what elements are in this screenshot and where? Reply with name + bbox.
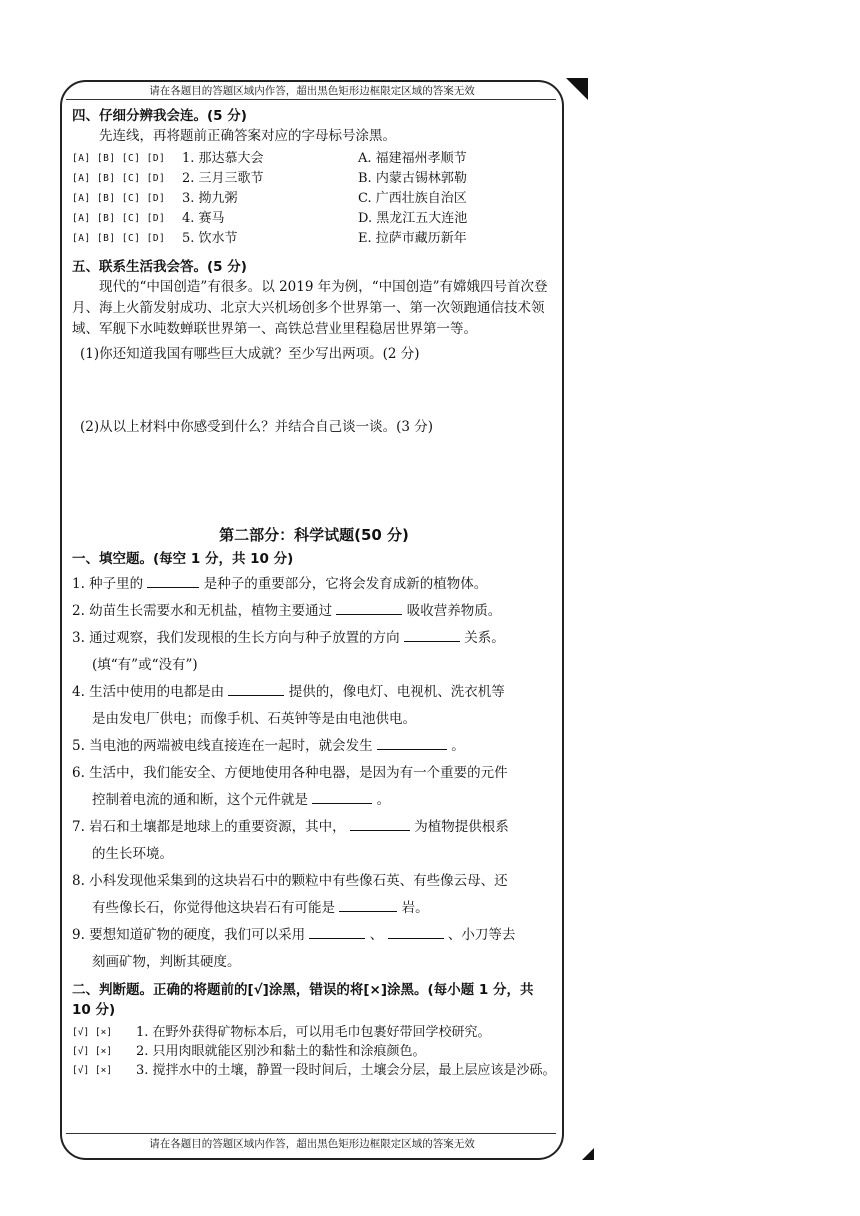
answer-blank[interactable]	[309, 924, 365, 939]
section4-title: 四、仔细分辨我会连。(5 分)	[72, 108, 247, 124]
location-item: E. 拉萨市藏历新年	[358, 231, 467, 246]
answer-blank[interactable]	[339, 897, 397, 912]
festival-item: 1. 那达慕大会	[182, 151, 264, 166]
location-item: A. 福建福州孝顺节	[358, 151, 467, 166]
fill-question-3: 3. 通过观察，我们发现根的生长方向与种子放置的方向 关系。 (填“有”或“没有”)	[72, 625, 556, 679]
festival-item: 2. 三月三歌节	[182, 171, 264, 186]
tf-question-3: [√] [×] 3. 搅拌水中的土壤，静置一段时间后，土壤会分层，最上层应该是沙砾。	[72, 1063, 556, 1078]
fill-question-7: 7. 岩石和土壤都是地球上的重要资源，其中， 为植物提供根系 的生长环境。	[72, 814, 556, 868]
matching-row	[72, 209, 556, 229]
answer-blank[interactable]	[404, 627, 460, 642]
section5-question-1: (1)你还知道我国有哪些巨大成就？至少写出两项。(2 分)	[80, 346, 420, 362]
matching-row	[72, 149, 556, 169]
fill-question-6: 6. 生活中，我们能安全、方便地使用各种电器，是因为有一个重要的元件 控制着电流的通和断，这个元件就是 。	[72, 765, 508, 808]
tf-question-2: [√] [×] 2. 只用肉眼就能区别沙和黏土的黏性和涂痕颜色。	[72, 1044, 426, 1059]
matching-row	[72, 229, 556, 249]
answer-bubbles[interactable]: [A] [B] [C] [D]	[72, 233, 166, 244]
answer-blank[interactable]	[147, 573, 199, 588]
section5-passage: 现代的“中国创造”有很多。以 2019 年为例，“中国创造”有嫦娥四号首次登月、海上火箭发射成功、北京大兴机场创多个世界第一、第一次领跑通信技术领域、军舰下水吨数蝉联世界第一、高铁总营业里程稳居世界第一等。	[72, 279, 548, 337]
tf-bubbles[interactable]: [√] [×]	[72, 1027, 113, 1038]
answer-space-1[interactable]	[72, 365, 556, 417]
location-item: D. 黑龙江五大连池	[358, 211, 468, 226]
location-item: C. 广西壮族自治区	[358, 191, 467, 206]
fill-question-8: 8. 小科发现他采集到的这块岩石中的颗粒中有些像石英、有些像云母、还 有些像长石，你觉得他这块岩石有可能是 岩。	[72, 873, 508, 916]
corner-marker-bottom	[582, 1148, 594, 1160]
answer-space-2[interactable]	[72, 438, 556, 524]
true-false-list	[72, 1024, 556, 1079]
answer-blank[interactable]	[377, 735, 447, 750]
answer-blank[interactable]	[336, 600, 402, 615]
notice-top: 请在各题目的答题区域内作答，超出黑色矩形边框限定区域的答案无效	[149, 85, 475, 97]
fill-question-9: 9. 要想知道矿物的硬度，我们可以采用 、 、小刀等去 刻画矿物，判断其硬度。	[72, 922, 556, 976]
matching-row	[72, 169, 556, 189]
tf-bubbles[interactable]: [√] [×]	[72, 1046, 113, 1057]
answer-blank[interactable]	[228, 681, 284, 696]
section4-instruction: 先连线，再将题前正确答案对应的字母标号涂黑。	[99, 128, 396, 144]
fill-question-2: 2. 幼苗生长需要水和无机盐，植物主要通过 吸收营养物质。	[72, 598, 556, 625]
answer-blank[interactable]	[312, 789, 372, 804]
festival-item: 3. 拗九粥	[182, 191, 238, 206]
location-item: B. 内蒙古锡林郭勒	[358, 171, 467, 186]
top-divider	[66, 99, 556, 100]
answer-bubbles[interactable]: [A] [B] [C] [D]	[72, 173, 166, 184]
fill-question-4: 4. 生活中使用的电都是由 提供的，像电灯、电视机、洗衣机等 是由发电厂供电；而像手机、石英钟等是由电池供电。	[72, 679, 556, 733]
tf-question-1: [√] [×] 1. 在野外获得矿物标本后，可以用毛巾包裹好带回学校研究。	[72, 1025, 491, 1040]
matching-table	[72, 149, 556, 249]
tf-bubbles[interactable]: [√] [×]	[72, 1065, 113, 1076]
fill-in-title: 一、填空题。(每空 1 分，共 10 分)	[72, 551, 294, 567]
corner-marker-top	[566, 78, 588, 100]
answer-blank[interactable]	[388, 924, 444, 939]
bottom-divider	[66, 1133, 556, 1134]
fill-question-1: 1. 种子里的 是种子的重要部分，它将会发育成新的植物体。	[72, 571, 556, 598]
section5-question-2: (2)从以上材料中你感受到什么？并结合自己谈一谈。(3 分)	[80, 419, 434, 435]
matching-row	[72, 189, 556, 209]
festival-item: 5. 饮水节	[182, 231, 238, 246]
fill-question-5: 5. 当电池的两端被电线直接连在一起时，就会发生 。	[72, 733, 556, 760]
answer-bubbles[interactable]: [A] [B] [C] [D]	[72, 153, 166, 164]
notice-bottom: 请在各题目的答题区域内作答，超出黑色矩形边框限定区域的答案无效	[149, 1138, 475, 1150]
true-false-title: 二、判断题。正确的将题前的[√]涂黑，错误的将[×]涂黑。(每小题 1 分，共 10 分)	[72, 982, 534, 1018]
section5-title: 五、联系生活我会答。(5 分)	[72, 259, 247, 275]
festival-item: 4. 赛马	[182, 211, 225, 226]
exam-content	[72, 104, 556, 1079]
answer-bubbles[interactable]: [A] [B] [C] [D]	[72, 193, 166, 204]
part2-title: 第二部分：科学试题(50 分)	[219, 526, 409, 544]
answer-bubbles[interactable]: [A] [B] [C] [D]	[72, 213, 166, 224]
answer-blank[interactable]	[350, 816, 410, 831]
